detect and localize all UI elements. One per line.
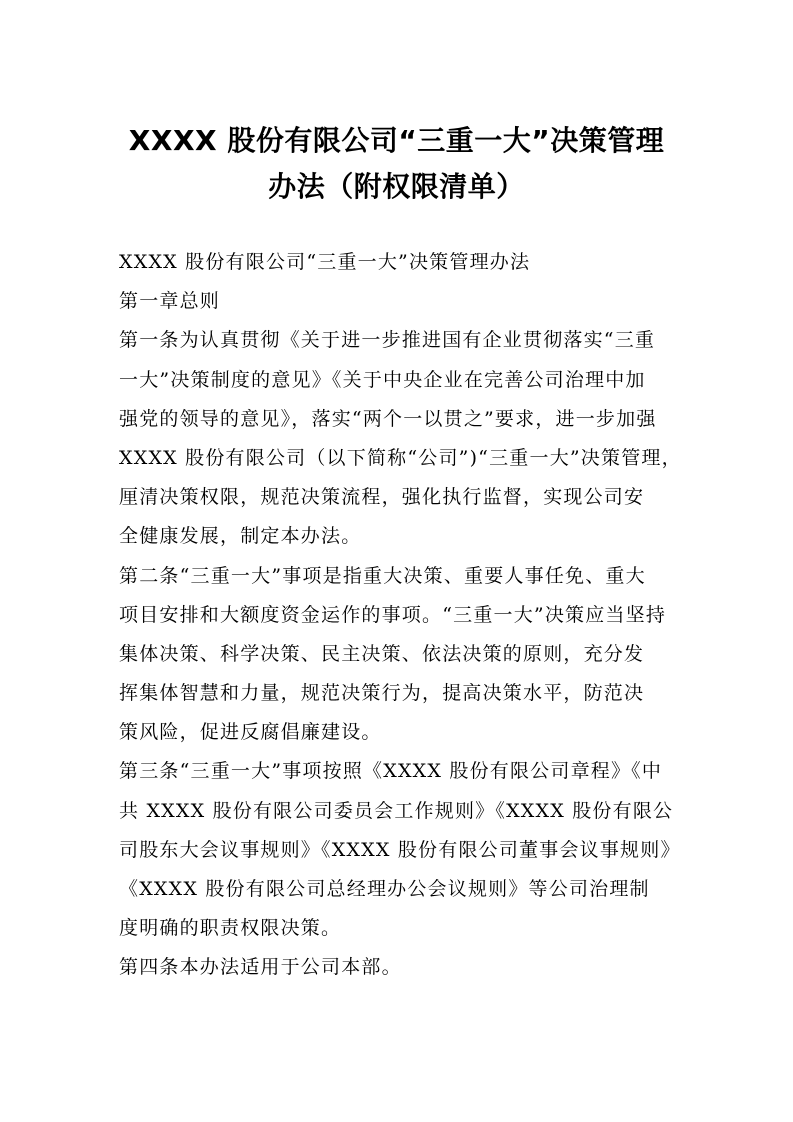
article-1-line: 一大”决策制度的意见》《关于中央企业在完善公司治理中加 (119, 368, 646, 391)
article-3-line: 《XXXX 股份有限公司总经理办公会议规则》等公司治理制 (119, 878, 650, 900)
document-title (110, 118, 683, 210)
article-2-line: 集体决策、科学决策、民主决策、依法决策的原则，充分发 (119, 642, 645, 665)
article-2-line: 项目安排和大额度资金运作的事项。“三重一大”决策应当坚持 (119, 603, 667, 626)
article-4-line: 第四条本办法适用于公司本部。 (119, 956, 402, 979)
article-2-line: 第二条“三重一大”事项是指重大决策、重要人事任免、重大 (119, 564, 646, 587)
document-body (119, 243, 682, 988)
chapter-heading: 第一章总则 (119, 290, 221, 313)
article-3-line: 第三条“三重一大”事项按照《XXXX 股份有限公司章程》《中 (119, 760, 663, 783)
article-2-line: 挥集体智慧和力量，规范决策行为，提高决策水平，防范决 (119, 682, 645, 705)
title-line: 办法（附权限清单） (268, 170, 525, 203)
body-line-subtitle: XXXX 股份有限公司“三重一大”决策管理办法 (119, 251, 531, 273)
article-3-line: 司股东大会议事规则》《XXXX 股份有限公司董事会议事规则》 (119, 838, 681, 861)
article-2-line: 策风险，促进反腐倡廉建设。 (119, 721, 382, 744)
title-line: XXXX 股份有限公司“三重一大”决策管理 (128, 124, 665, 157)
article-1-line: 第一条为认真贯彻《关于进一步推进国有企业贯彻落实“三重 (119, 329, 656, 352)
article-3-line: 共 XXXX 股份有限公司委员会工作规则》《XXXX 股份有限公 (119, 799, 674, 822)
article-1-line: 全健康发展，制定本办法。 (119, 525, 362, 548)
article-1-line: 强党的领导的意见》，落实“两个一以贯之”要求，进一步加强 (119, 407, 657, 430)
article-3-line: 度明确的职责权限决策。 (119, 917, 342, 940)
article-1-line: 厘清决策权限，规范决策流程，强化执行监督，实现公司安 (119, 486, 645, 509)
article-1-line: XXXX 股份有限公司（以下简称“公司”)“三重一大”决策管理， (119, 446, 682, 469)
